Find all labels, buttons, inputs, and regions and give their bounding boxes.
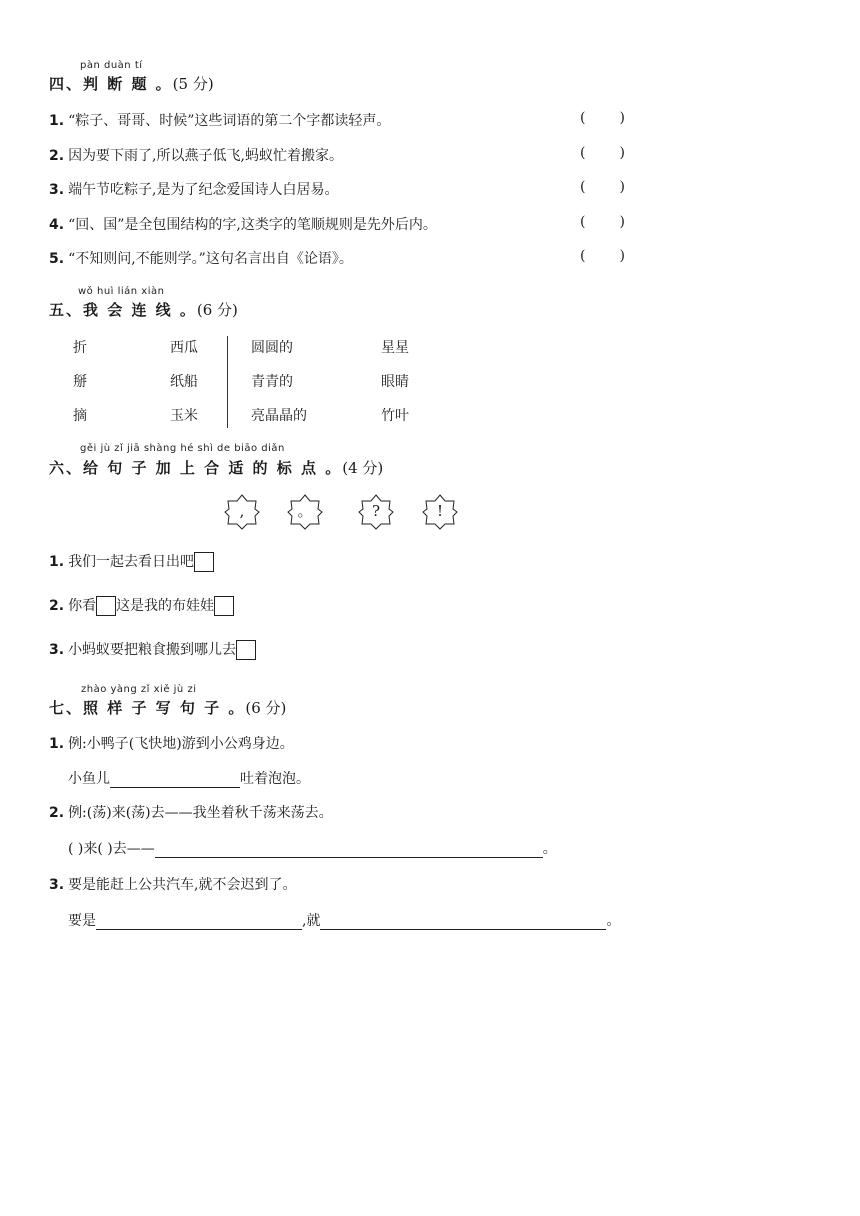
answer-paren-3[interactable]: ( ) bbox=[580, 179, 625, 195]
section7-heading: 七、照 样 子 写 句 子 。 bbox=[49, 699, 246, 717]
punctuation-answer-box[interactable] bbox=[194, 552, 214, 572]
match-divider bbox=[227, 336, 228, 428]
punctuation-period-badge bbox=[287, 494, 323, 530]
answer-middle: ,就 bbox=[302, 913, 321, 929]
match-object[interactable]: 星星 bbox=[381, 340, 409, 356]
item-number: 5. bbox=[49, 251, 65, 267]
match-object[interactable]: 眼睛 bbox=[381, 374, 409, 390]
answer-suffix: 吐着泡泡。 bbox=[240, 771, 310, 787]
match-adjective[interactable]: 青青的 bbox=[251, 374, 293, 390]
item-number: 3. bbox=[49, 642, 65, 658]
item-text: “粽子、哥哥、时候”这些词语的第二个字都读轻声。 bbox=[68, 113, 391, 129]
answer-end: 。 bbox=[606, 913, 621, 929]
section6-title bbox=[49, 457, 383, 478]
answer-blank[interactable] bbox=[320, 928, 606, 930]
item-number: 4. bbox=[49, 217, 65, 233]
item-text: 小蚂蚁要把粮食搬到哪儿去 bbox=[68, 642, 237, 658]
answer-paren-4[interactable]: ( ) bbox=[580, 214, 625, 230]
punctuation-exclamation-badge bbox=[422, 494, 458, 530]
section4-heading: 四、判 断 题 。 bbox=[49, 75, 173, 93]
judge-item-4 bbox=[49, 214, 437, 234]
answer-prefix: 小鱼儿 bbox=[68, 771, 110, 787]
section5-title bbox=[49, 299, 238, 320]
section6-pinyin: gěi jù zǐ jiā shàng hé shì de biāo diǎn bbox=[80, 443, 285, 454]
item-text: 我们一起去看日出吧 bbox=[68, 554, 195, 570]
punctuation-question-badge bbox=[358, 494, 394, 530]
punctuation-answer-box[interactable] bbox=[236, 640, 256, 660]
sentence-q1-answer bbox=[68, 768, 310, 788]
item-text: “回、国”是全包围结构的字,这类字的笔顺规则是先外后内。 bbox=[68, 217, 437, 233]
section6-heading: 六、给 句 子 加 上 合 适 的 标 点 。 bbox=[49, 459, 343, 477]
sentence-q3-answer bbox=[68, 910, 620, 930]
item-number: 2. bbox=[49, 805, 65, 821]
item-number: 2. bbox=[49, 148, 65, 164]
answer-blank[interactable] bbox=[155, 856, 543, 858]
punctuation-mark: ! bbox=[436, 502, 444, 520]
sentence-q2-example bbox=[49, 802, 333, 822]
item-text: 例:小鸭子(飞快地)游到小公鸡身边。 bbox=[68, 736, 294, 752]
item-text: 例:(荡)来(荡)去——我坐着秋千荡来荡去。 bbox=[68, 805, 333, 821]
section4-title bbox=[49, 73, 214, 94]
match-noun[interactable]: 纸船 bbox=[170, 374, 198, 390]
section7-score: (6 分) bbox=[245, 699, 287, 717]
section7-pinyin: zhào yàng zǐ xiě jù zi bbox=[81, 684, 197, 695]
item-text: 这是我的布娃娃 bbox=[116, 598, 215, 614]
answer-prefix: 要是 bbox=[68, 913, 96, 929]
item-text: “不知则问,不能则学。”这句名言出自《论语》。 bbox=[68, 251, 353, 267]
match-adjective[interactable]: 亮晶晶的 bbox=[251, 408, 307, 424]
judge-item-3 bbox=[49, 179, 339, 199]
sentence-q1-example bbox=[49, 733, 294, 753]
section5-score: (6 分) bbox=[196, 301, 238, 319]
section6-score: (4 分) bbox=[342, 459, 384, 477]
item-number: 1. bbox=[49, 113, 65, 129]
match-noun[interactable]: 玉米 bbox=[170, 408, 198, 424]
section5-pinyin: wǒ huì lián xiàn bbox=[78, 286, 165, 297]
section5-heading: 五、我 会 连 线 。 bbox=[49, 301, 197, 319]
answer-paren-1[interactable]: ( ) bbox=[580, 110, 625, 126]
item-text: 你看 bbox=[68, 598, 97, 614]
item-number: 1. bbox=[49, 736, 65, 752]
match-adjective[interactable]: 圆圆的 bbox=[251, 340, 293, 356]
match-object[interactable]: 竹叶 bbox=[381, 408, 409, 424]
punctuation-answer-box[interactable] bbox=[96, 596, 116, 616]
punct-item-3 bbox=[49, 639, 256, 660]
match-verb[interactable]: 掰 bbox=[73, 374, 87, 390]
judge-item-1 bbox=[49, 110, 390, 130]
punct-item-2 bbox=[49, 595, 234, 616]
punct-item-1 bbox=[49, 551, 214, 572]
sentence-q2-answer bbox=[68, 838, 557, 858]
item-number: 1. bbox=[49, 554, 65, 570]
section7-title bbox=[49, 697, 286, 718]
match-verb[interactable]: 摘 bbox=[73, 408, 87, 424]
item-number: 2. bbox=[49, 598, 65, 614]
item-text: 因为要下雨了,所以燕子低飞,蚂蚁忙着搬家。 bbox=[68, 148, 343, 164]
judge-item-5 bbox=[49, 248, 353, 268]
section4-pinyin: pàn duàn tí bbox=[80, 60, 143, 71]
item-number: 3. bbox=[49, 877, 65, 893]
answer-blank[interactable] bbox=[96, 928, 302, 930]
item-number: 3. bbox=[49, 182, 65, 198]
answer-paren-5[interactable]: ( ) bbox=[580, 248, 625, 264]
match-verb[interactable]: 折 bbox=[73, 340, 87, 356]
answer-blank[interactable] bbox=[110, 786, 240, 788]
match-noun[interactable]: 西瓜 bbox=[170, 340, 198, 356]
punctuation-mark: 。 bbox=[297, 502, 313, 520]
punctuation-mark: ? bbox=[371, 502, 381, 520]
section4-score: (5 分) bbox=[172, 75, 214, 93]
answer-template[interactable]: ( )来( )去—— bbox=[68, 841, 155, 857]
item-text: 要是能赶上公共汽车,就不会迟到了。 bbox=[68, 877, 297, 893]
item-text: 端午节吃粽子,是为了纪念爱国诗人白居易。 bbox=[68, 182, 339, 198]
punctuation-mark: , bbox=[239, 502, 245, 520]
punctuation-comma-badge bbox=[224, 494, 260, 530]
sentence-q3-example bbox=[49, 874, 297, 894]
answer-end: 。 bbox=[542, 841, 557, 857]
punctuation-answer-box[interactable] bbox=[214, 596, 234, 616]
judge-item-2 bbox=[49, 145, 343, 165]
answer-paren-2[interactable]: ( ) bbox=[580, 145, 625, 161]
